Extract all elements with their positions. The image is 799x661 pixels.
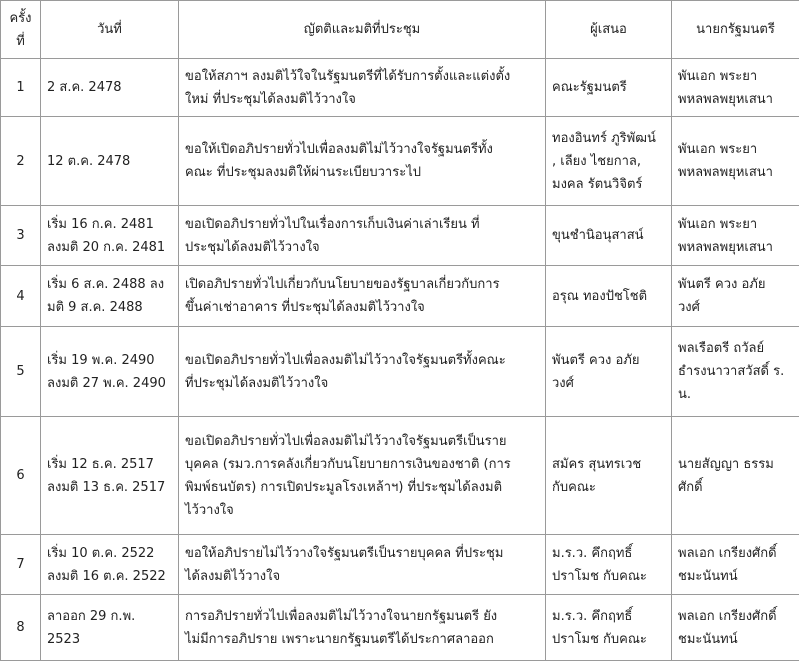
motion-cell-line: ที่ประชุมได้ลงมติไว้วางใจ <box>185 372 541 395</box>
row-number: 2 <box>1 117 41 206</box>
table-row <box>1 266 799 327</box>
motion-cell-line: ขอเปิดอภิปรายทั่วไปเพื่อลงมติไม่ไว้วางใจรัฐมนตรีเป็นราย <box>185 430 541 453</box>
prime-minister-cell <box>672 59 799 117</box>
proposer-cell-line: กับคณะ <box>552 476 667 499</box>
proposer-cell-line: คณะรัฐมนตรี <box>552 76 667 99</box>
date-cell-line: 2523 <box>47 628 174 651</box>
date-cell-line: 2 ส.ค. 2478 <box>47 76 174 99</box>
motion-cell-line: ได้ลงมติไว้วางใจ <box>185 565 541 588</box>
prime-minister-cell-line: พันเอก พระยา <box>678 65 795 88</box>
prime-minister-cell-line: พลเอก เกรียงศักดิ์ <box>678 542 795 565</box>
row-number: 3 <box>1 206 41 266</box>
date-cell <box>41 535 179 595</box>
motion-cell-line: ขอให้อภิปรายไม่ไว้วางใจรัฐมนตรีเป็นรายบุคคล ที่ประชุม <box>185 542 541 565</box>
prime-minister-cell-line: พันเอก พระยา <box>678 213 795 236</box>
proposer-cell <box>546 595 672 661</box>
date-cell-line: เริ่ม 10 ต.ค. 2522 <box>47 542 174 565</box>
date-cell <box>41 595 179 661</box>
table-row <box>1 117 799 206</box>
prime-minister-cell-line: พลเรือตรี ถวัลย์ <box>678 337 795 360</box>
date-cell-line: เริ่ม 6 ส.ค. 2488 ลง <box>47 273 174 296</box>
date-cell-line: เริ่ม 19 พ.ค. 2490 <box>47 349 174 372</box>
header-motion: ญัตติและมติที่ประชุม <box>179 1 546 59</box>
proposer-cell-line: ปราโมช กับคณะ <box>552 565 667 588</box>
motion-cell-line: บุคคล (รมว.การคลังเกี่ยวกับนโยบายการเงินของชาติ (การ <box>185 453 541 476</box>
prime-minister-cell-line: ชมะนันทน์ <box>678 628 795 651</box>
prime-minister-cell-line: นายสัญญา ธรรม <box>678 453 795 476</box>
table-row <box>1 595 799 661</box>
proposer-cell-line: ทองอินทร์ ภูริพัฒน์ <box>552 127 667 150</box>
date-cell-line: ลงมติ 27 พ.ค. 2490 <box>47 372 174 395</box>
prime-minister-cell-line: พหลพลพยุหเสนา <box>678 88 795 111</box>
date-cell-line: เริ่ม 12 ธ.ค. 2517 <box>47 453 174 476</box>
row-number: 1 <box>1 59 41 117</box>
date-cell <box>41 417 179 535</box>
proposer-cell <box>546 535 672 595</box>
row-number: 7 <box>1 535 41 595</box>
date-cell-line: ลาออก 29 ก.พ. <box>47 605 174 628</box>
motion-cell-line: เปิดอภิปรายทั่วไปเกี่ยวกับนโยบายของรัฐบาลเกี่ยวกับการ <box>185 273 541 296</box>
prime-minister-cell-line: พันเอก พระยา <box>678 138 795 161</box>
table-row <box>1 535 799 595</box>
prime-minister-cell <box>672 595 799 661</box>
proposer-cell <box>546 117 672 206</box>
proposer-cell-line: ปราโมช กับคณะ <box>552 628 667 651</box>
motion-cell-line: ขอเปิดอภิปรายทั่วไปในเรื่องการเก็บเงินค่าเล่าเรียน ที่ <box>185 213 541 236</box>
motion-cell <box>179 59 546 117</box>
motion-cell-line: ไม่มีการอภิปราย เพราะนายกรัฐมนตรีได้ประกาศลาออก <box>185 628 541 651</box>
proposer-cell-line: ขุนชำนิอนุสาสน์ <box>552 224 667 247</box>
motion-cell-line: ขอเปิดอภิปรายทั่วไปเพื่อลงมติไม่ไว้วางใจรัฐมนตรีทั้งคณะ <box>185 349 541 372</box>
row-number: 4 <box>1 266 41 327</box>
date-cell-line: ลงมติ 16 ต.ค. 2522 <box>47 565 174 588</box>
motion-cell-line: ขอให้เปิดอภิปรายทั่วไปเพื่อลงมติไม่ไว้วางใจรัฐมนตรีทั้ง <box>185 138 541 161</box>
date-cell-line: 12 ต.ค. 2478 <box>47 150 174 173</box>
table-row <box>1 327 799 417</box>
motion-cell <box>179 266 546 327</box>
prime-minister-cell-line: พหลพลพยุหเสนา <box>678 236 795 259</box>
prime-minister-cell-line: ศักดิ์ <box>678 476 795 499</box>
row-number: 5 <box>1 327 41 417</box>
table-body <box>1 59 799 661</box>
prime-minister-cell <box>672 417 799 535</box>
date-cell <box>41 206 179 266</box>
prime-minister-cell-line: พันตรี ควง อภัย <box>678 273 795 296</box>
proposer-cell-line: ม.ร.ว. คึกฤทธิ์ <box>552 605 667 628</box>
motion-cell-line: คณะ ที่ประชุมลงมติให้ผ่านระเบียบวาระไป <box>185 161 541 184</box>
date-cell-line: มติ 9 ส.ค. 2488 <box>47 296 174 319</box>
header-proposer: ผู้เสนอ <box>546 1 672 59</box>
motion-cell <box>179 117 546 206</box>
proposer-cell-line: สมัคร สุนทรเวช <box>552 453 667 476</box>
motion-cell <box>179 206 546 266</box>
header-row <box>1 1 799 59</box>
proposer-cell-line: วงศ์ <box>552 372 667 395</box>
motion-cell-line: พิมพ์ธนบัตร) การเปิดประมูลโรงเหล้าฯ) ที่ประชุมได้ลงมติ <box>185 476 541 499</box>
header-number <box>1 1 41 59</box>
motion-cell-line: ไว้วางใจ <box>185 499 541 522</box>
date-cell-line: ลงมติ 13 ธ.ค. 2517 <box>47 476 174 499</box>
date-cell-line: ลงมติ 20 ก.ค. 2481 <box>47 236 174 259</box>
table-row <box>1 417 799 535</box>
table-row <box>1 206 799 266</box>
prime-minister-cell <box>672 266 799 327</box>
table-row <box>1 59 799 117</box>
motion-cell-line: ประชุมได้ลงมติไว้วางใจ <box>185 236 541 259</box>
prime-minister-cell <box>672 206 799 266</box>
motion-cell <box>179 327 546 417</box>
prime-minister-cell-line: วงศ์ <box>678 296 795 319</box>
date-cell <box>41 59 179 117</box>
prime-minister-cell <box>672 117 799 206</box>
proposer-cell <box>546 59 672 117</box>
prime-minister-cell-line: ธำรงนาวาสวัสดิ์ ร. <box>678 360 795 383</box>
motion-cell-line: ขอให้สภาฯ ลงมติไว้ใจในรัฐมนตรีที่ได้รับการตั้งและแต่งตั้ง <box>185 65 541 88</box>
proposer-cell <box>546 327 672 417</box>
prime-minister-cell-line: พลเอก เกรียงศักดิ์ <box>678 605 795 628</box>
motion-cell <box>179 595 546 661</box>
motion-cell-line: ขึ้นค่าเช่าอาคาร ที่ประชุมได้ลงมติไว้วางใจ <box>185 296 541 319</box>
date-cell-line: เริ่ม 16 ก.ค. 2481 <box>47 213 174 236</box>
header-prime-minister: นายกรัฐมนตรี <box>672 1 799 59</box>
motion-cell-line: การอภิปรายทั่วไปเพื่อลงมติไม่ไว้วางใจนายกรัฐมนตรี ยัง <box>185 605 541 628</box>
prime-minister-cell <box>672 327 799 417</box>
proposer-cell-line: มงคล รัตนวิจิตร์ <box>552 173 667 196</box>
row-number: 6 <box>1 417 41 535</box>
prime-minister-cell <box>672 535 799 595</box>
proposer-cell-line: พันตรี ควง อภัย <box>552 349 667 372</box>
date-cell <box>41 327 179 417</box>
proposer-cell <box>546 417 672 535</box>
prime-minister-cell-line: พหลพลพยุหเสนา <box>678 161 795 184</box>
prime-minister-cell-line: น. <box>678 383 795 406</box>
proposer-cell-line: อรุณ ทองปัชโชติ <box>552 285 667 308</box>
motion-cell-line: ใหม่ ที่ประชุมได้ลงมติไว้วางใจ <box>185 88 541 111</box>
row-number: 8 <box>1 595 41 661</box>
motion-cell <box>179 535 546 595</box>
header-date: วันที่ <box>41 1 179 59</box>
header-number-line1: ครั้ง <box>5 7 36 30</box>
proposer-cell-line: , เลียง ไชยกาล, <box>552 150 667 173</box>
proposer-cell-line: ม.ร.ว. คึกฤทธิ์ <box>552 542 667 565</box>
prime-minister-cell-line: ชมะนันทน์ <box>678 565 795 588</box>
date-cell <box>41 117 179 206</box>
date-cell <box>41 266 179 327</box>
proposer-cell <box>546 266 672 327</box>
proposer-cell <box>546 206 672 266</box>
motion-cell <box>179 417 546 535</box>
header-number-line2: ที่ <box>5 30 36 53</box>
